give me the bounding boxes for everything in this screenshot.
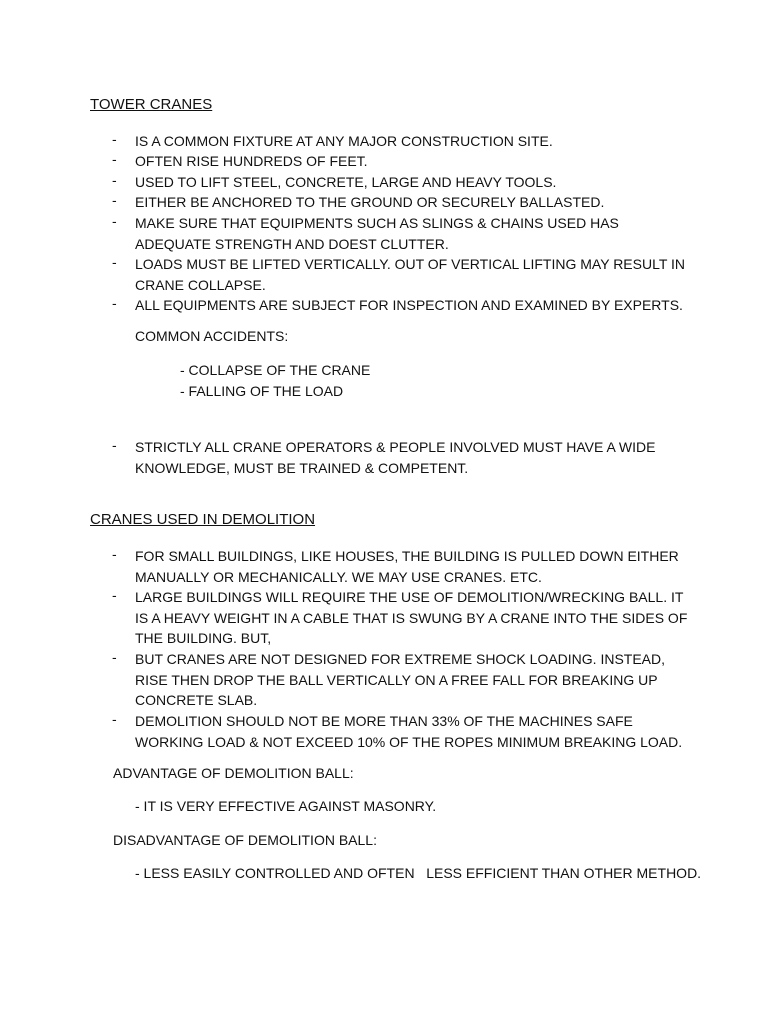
bullet-dash: -	[112, 213, 117, 229]
bullet-dash: -	[112, 649, 117, 665]
section-heading-tower-cranes: TOWER CRANES	[90, 96, 213, 113]
bullet-text: ALL EQUIPMENTS ARE SUBJECT FOR INSPECTION AND EXAMINED BY EXPERTS.	[135, 297, 683, 313]
bullet-dash: -	[112, 151, 117, 167]
bullet-dash: -	[112, 192, 117, 208]
bullet-text: IS A COMMON FIXTURE AT ANY MAJOR CONSTRUCTION SITE.	[135, 133, 553, 149]
bullet-dash: -	[112, 295, 117, 311]
bullet-text: LARGE BUILDINGS WILL REQUIRE THE USE OF DEMOLITION/WRECKING BALL. IT IS A HEAVY WEIGHT IN A CABLE THAT IS SWUNG BY A CRANE INTO THE SIDES OF THE BUILDING. BUT,	[135, 589, 688, 646]
bullet-text: DEMOLITION SHOULD NOT BE MORE THAN 33% OF THE MACHINES SAFE WORKING LOAD & NOT EXCEED 10% OF THE ROPES MINIMUM BREAKING LOAD.	[135, 713, 683, 750]
bullet-dash: -	[112, 131, 117, 147]
common-accidents-label: COMMON ACCIDENTS:	[135, 328, 289, 344]
bullet-dash: -	[112, 254, 117, 270]
advantage-label: ADVANTAGE OF DEMOLITION BALL:	[113, 765, 354, 781]
bullet-dash: -	[112, 172, 117, 188]
bullet-text: BUT CRANES ARE NOT DESIGNED FOR EXTREME SHOCK LOADING. INSTEAD, RISE THEN DROP THE BALL VERTICALLY ON A FREE FALL FOR BREAKING UP CONCRETE SLAB.	[135, 651, 666, 708]
bullet-text: EITHER BE ANCHORED TO THE GROUND OR SECURELY BALLASTED.	[135, 194, 605, 210]
bullet-text: STRICTLY ALL CRANE OPERATORS & PEOPLE INVOLVED MUST HAVE A WIDE KNOWLEDGE, MUST BE TRAINED & COMPETENT.	[135, 439, 656, 476]
bullet-dash: -	[112, 711, 117, 727]
bullet-text: MAKE SURE THAT EQUIPMENTS SUCH AS SLINGS & CHAINS USED HAS ADEQUATE STRENGTH AND DOEST CLUTTER.	[135, 215, 619, 252]
bullet-dash: -	[112, 437, 117, 453]
bullet-dash: -	[112, 587, 117, 603]
disadvantage-label: DISADVANTAGE OF DEMOLITION BALL:	[113, 832, 377, 848]
bullet-text: USED TO LIFT STEEL, CONCRETE, LARGE AND HEAVY TOOLS.	[135, 174, 557, 190]
accident-item: - FALLING OF THE LOAD	[180, 383, 344, 399]
advantage-item: - IT IS VERY EFFECTIVE AGAINST MASONRY.	[135, 798, 437, 814]
bullet-text: OFTEN RISE HUNDREDS OF FEET.	[135, 153, 368, 169]
accident-item: - COLLAPSE OF THE CRANE	[180, 362, 371, 378]
bullet-text: FOR SMALL BUILDINGS, LIKE HOUSES, THE BUILDING IS PULLED DOWN EITHER MANUALLY OR MECHANICALLY. WE MAY USE CRANES. ETC.	[135, 548, 679, 585]
bullet-text: LOADS MUST BE LIFTED VERTICALLY. OUT OF VERTICAL LIFTING MAY RESULT IN CRANE COLLAPSE.	[135, 256, 686, 293]
disadvantage-item: - LESS EASILY CONTROLLED AND OFTEN LESS EFFICIENT THAN OTHER METHOD.	[135, 865, 702, 881]
section-heading-cranes-demolition: CRANES USED IN DEMOLITION	[90, 511, 316, 528]
bullet-dash: -	[112, 546, 117, 562]
